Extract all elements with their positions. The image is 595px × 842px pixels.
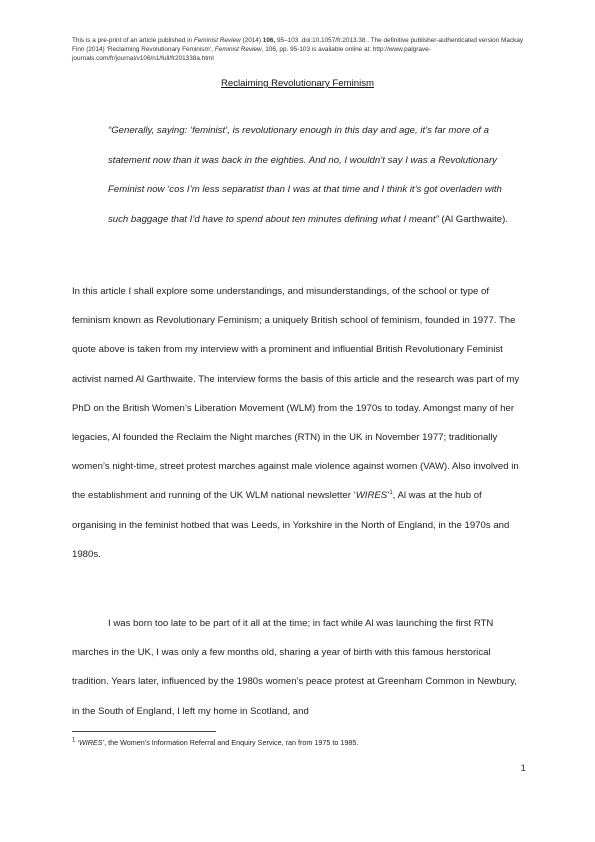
footnote-reference[interactable]: 1 [389, 490, 393, 497]
quote-text: “Generally, saying: ‘feminist’, is revolutionary enough in this day and age, it’s far more of a statement now than it was back in the eighties. And no, I wouldn’t say I was a Revolutionary Feminist now ‘cos I’m less separatist than I was at that time and I think it’s got overladen with such baggage that I’d have to spend about ten minutes defining what I meant” [108, 125, 502, 225]
paragraph-1-text: In this article I shall explore some understandings, and misunderstandings, of the school or type of feminism known as Revolutionary Feminism; a uniquely British school of feminism, founded in 1977. The quote above is taken from my interview with a prominent and influential British Revolutionary Feminist activist named Al Garthwaite. The interview forms the basis of this article and the research was part of my PhD on the British Women’s Liberation Movement (WLM) from the 1970s to today. Amongst many of her legacies, Al founded the Reclaim the Night marches (RTN) in the UK in November 1977; traditionally women’s night-time, street protest marches against male violence against women (VAW). Also involved in the establishment and running of the UK WLM national newsletter ‘ [72, 286, 520, 502]
footnote-label: ‘WIRES’ [77, 738, 105, 747]
header-text-1: This is a pre-print of an article published in [72, 37, 194, 44]
body-paragraph-2: I was born too late to be part of it all at the time; in fact while Al was launching the first RTN marches in the UK, I was only a few months old, sharing a year of birth with this famous herstorical tradition. Years later, influenced by the 1980s women’s peace protest at Greenham Common in Newbury, in the South of England, I left my home in Scotland, and [72, 618, 517, 717]
epigraph-quote [108, 116, 524, 234]
wires-italic: WIRES [355, 490, 388, 502]
footnote-1 [72, 738, 524, 748]
header-journal: Feminist Review [193, 37, 241, 44]
wires-close-quote: ’ [387, 490, 390, 502]
header-text-2: (2014) [240, 37, 263, 44]
header-text-3: 95–103 .doi:10.1057/fr.2013.38 . The definitive publisher-authenticated version Mackay Finn (2014) ‘Reclaiming Revolutionary Feminism’, [72, 37, 524, 53]
header-volume: 106, [262, 37, 276, 44]
page-number: 1 [520, 763, 526, 774]
quote-attribution: (Al Garthwaite). [438, 213, 508, 225]
header-journal-2: Feminist Review [214, 46, 262, 53]
header-text-4: , 106, pp. 95-103 is available online at: http://www.palgrave-journals.com/fr/journal/v106/n1/full/fr201338a.html [72, 46, 431, 62]
footnote-divider [72, 731, 216, 732]
preprint-notice [72, 36, 524, 63]
footnote-text: , the Women’s Information Referral and Enquiry Service, ran from 1975 to 1985. [104, 738, 359, 747]
article-title: Reclaiming Revolutionary Feminism [220, 78, 375, 89]
paragraph-1-text-end: , Al was at the hub of organising in the feminist hotbed that was Leeds, in Yorkshire in the North of England, in the 1970s and 1980s. [72, 490, 510, 560]
body-paragraph-1 [72, 277, 524, 569]
footnote-number: 1 [72, 737, 76, 744]
